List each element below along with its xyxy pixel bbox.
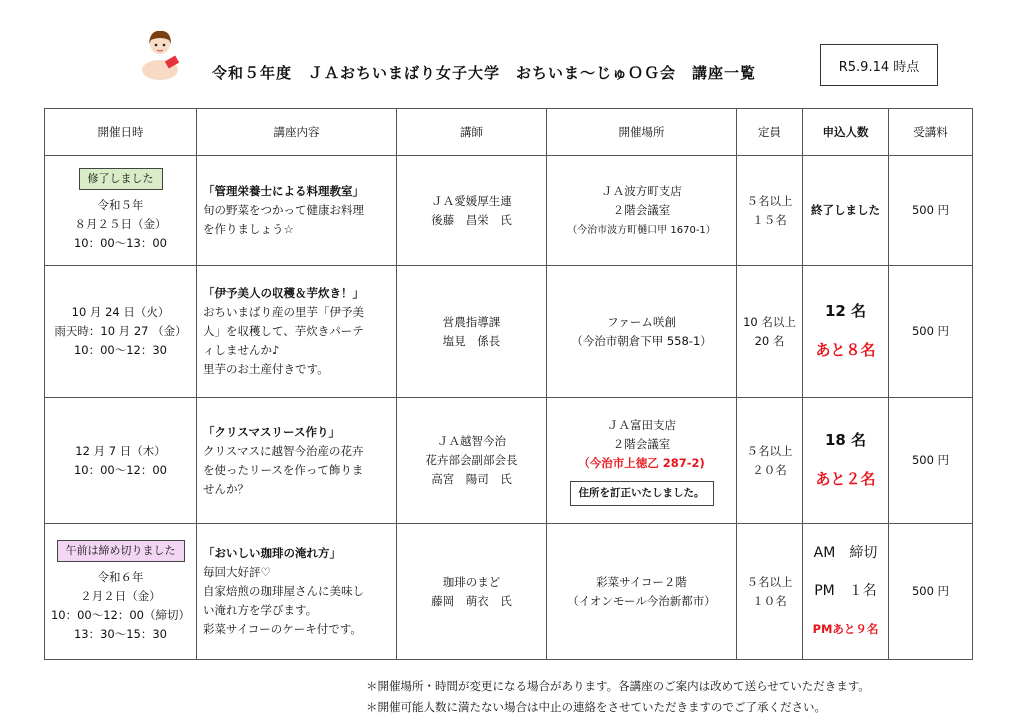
capacity-line: ５名以上 — [746, 443, 793, 458]
applicants-count: 18 名 — [824, 431, 867, 449]
time-line: 10：00～13：00 — [73, 236, 168, 250]
venue-line: ２階会議室 — [612, 436, 671, 451]
header-venue: 開催場所 — [547, 109, 737, 156]
lecturer-line: 後藤 昌栄 氏 — [431, 212, 512, 227]
course-title: 「伊予美人の収穫＆芋炊き！」 — [203, 286, 364, 300]
course-table — [44, 108, 973, 660]
date-line: 10 月 24 日（火） — [71, 305, 170, 319]
table-row — [45, 398, 973, 524]
lecturer-line: 藤岡 萌衣 氏 — [431, 593, 512, 608]
course-desc-line: 毎回大好評♡ — [203, 565, 271, 579]
time-line: 10：00～12：00（締切） — [50, 607, 191, 622]
woman-illustration — [138, 24, 184, 80]
course-content-cell — [197, 524, 397, 660]
table-row — [45, 266, 973, 398]
capacity-line: ５名以上 — [746, 574, 793, 589]
remaining-seats: あと８名 — [815, 341, 876, 359]
lecturer-line: 営農指導課 — [442, 314, 501, 329]
fee-cell: 500 円 — [889, 524, 973, 660]
capacity-line: １０名 — [752, 593, 787, 608]
venue-address: （今治市波方町樋口甲 1670-1） — [567, 224, 716, 236]
lecturer-line: 珈琲のまど — [442, 574, 501, 589]
capacity-line: １５名 — [752, 212, 787, 227]
venue-line: （今治市朝倉下甲 558-1） — [571, 333, 712, 348]
course-title: 「クリスマスリース作り」 — [203, 424, 340, 439]
lecturer-line: ＪＡ愛媛厚生連 — [431, 193, 512, 208]
header-fee: 受講料 — [889, 109, 973, 156]
course-title: 「管理栄養士による料理教室」 — [203, 184, 364, 198]
capacity-cell — [737, 398, 803, 524]
pm-remaining-seats: PMあと９名 — [812, 622, 879, 636]
venue-line: ファーム咲創 — [607, 314, 676, 329]
header-content: 講座内容 — [197, 109, 397, 156]
venue-line: ＪＡ波方町支店 — [601, 183, 682, 198]
as-of-date-box: R5.9.14 時点 — [820, 44, 938, 86]
fee-cell: 500 円 — [889, 266, 973, 398]
footnotes — [366, 676, 870, 718]
course-desc-line: を使ったリースを作って飾りま — [203, 462, 364, 477]
applicants-count: 12 名 — [824, 302, 867, 320]
venue-line: 彩菜サイコー２階 — [596, 574, 687, 589]
lecturer-line: ＪＡ越智今治 — [437, 434, 506, 448]
capacity-cell — [737, 266, 803, 398]
applicants-cell — [803, 266, 889, 398]
lecturer-cell — [397, 156, 547, 266]
capacity-line: ２０名 — [752, 462, 787, 477]
fee-cell: 500 円 — [889, 156, 973, 266]
address-correction-note: 住所を訂正いたしました。 — [570, 481, 714, 506]
date-cell — [45, 156, 197, 266]
corrected-address: （今治市上徳乙 287-2) — [578, 455, 705, 470]
header-date: 開催日時 — [45, 109, 197, 156]
table-row — [45, 524, 973, 660]
capacity-cell — [737, 156, 803, 266]
time-line: 13：30～15：30 — [73, 626, 168, 641]
applicants-cell — [803, 524, 889, 660]
course-content-cell — [197, 266, 397, 398]
course-desc-line: い淹れ方を学びます。 — [203, 603, 318, 617]
capacity-cell — [737, 524, 803, 660]
morning-closed-badge: 午前は締め切りました — [57, 540, 185, 562]
venue-cell — [547, 398, 737, 524]
course-desc-line: 旬の野菜をつかって健康お料理 — [203, 203, 364, 217]
date-cell — [45, 398, 197, 524]
course-content-cell — [197, 156, 397, 266]
course-desc-line: 彩菜サイコーのケーキ付です。 — [203, 622, 362, 636]
date-line: 令和６年 — [97, 569, 144, 584]
table-row — [45, 156, 973, 266]
lecturer-line: 高宮 陽司 氏 — [431, 472, 512, 486]
date-cell — [45, 524, 197, 660]
page-title: 令和５年度 ＪＡおちいまばり女子大学 おちいま～じゅＯＧ会 講座一覧 — [212, 64, 757, 82]
date-line: 令和５年 — [97, 198, 144, 212]
date-cell — [45, 266, 197, 398]
remaining-seats: あと２名 — [815, 470, 876, 488]
capacity-line: 10 名以上 — [743, 314, 796, 329]
course-desc-line: クリスマスに越智今治産の花卉 — [203, 443, 364, 458]
course-content-cell — [197, 398, 397, 524]
lecturer-cell — [397, 398, 547, 524]
applicants-cell — [803, 156, 889, 266]
venue-cell — [547, 156, 737, 266]
venue-line: ＪＡ富田支店 — [607, 417, 676, 432]
time-line: 10：00～12：30 — [73, 343, 168, 357]
footnote: ＊開催場所・時間が変更になる場合があります。各講座のご案内は改めて送らせていただきます。 — [366, 679, 870, 693]
lecturer-cell — [397, 524, 547, 660]
header-applicants: 申込人数 — [803, 109, 889, 156]
course-desc-line: 自家焙煎の珈琲屋さんに美味し — [203, 584, 364, 598]
header-capacity: 定員 — [737, 109, 803, 156]
date-line: 雨天時：10 月 27 （金） — [54, 324, 187, 338]
venue-line: （イオンモール今治新都市） — [567, 593, 716, 608]
venue-line: ２階会議室 — [612, 202, 671, 217]
capacity-line: ５名以上 — [746, 193, 793, 208]
header-row — [45, 109, 973, 156]
course-desc-line: 里芋のお土産付きです。 — [203, 362, 329, 376]
course-desc-line: 人」を収穫して、芋炊きパーテ — [203, 324, 364, 338]
footnote: ＊開催可能人数に満たない場合は中止の連絡をさせていただきますのでご了承ください。 — [366, 700, 826, 714]
lecturer-line: 塩見 係長 — [442, 333, 501, 348]
applicants-cell — [803, 398, 889, 524]
applicants-status: 終了しました — [811, 203, 880, 217]
venue-cell — [547, 266, 737, 398]
am-session-status: AM 締切 — [813, 545, 878, 561]
date-line: ２月２日（金） — [80, 588, 161, 603]
course-title: 「おいしい珈琲の淹れ方」 — [203, 546, 341, 560]
capacity-line: 20 名 — [754, 333, 785, 348]
venue-cell — [547, 524, 737, 660]
pm-session-count: PM １名 — [814, 583, 877, 599]
fee-cell: 500 円 — [889, 398, 973, 524]
date-line: 12 月 7 日（木） — [75, 443, 166, 458]
date-line: ８月２５日（金） — [74, 217, 167, 231]
header-lecturer: 講師 — [397, 109, 547, 156]
course-desc-line: おちいまばり産の里芋「伊予美 — [203, 305, 364, 319]
lecturer-cell — [397, 266, 547, 398]
course-desc-line: ィしませんか♪ — [203, 343, 280, 357]
completed-badge: 修了しました — [79, 168, 163, 190]
lecturer-line: 花卉部会副部会長 — [425, 453, 518, 467]
course-desc-line: を作りましょう☆ — [203, 222, 294, 236]
time-line: 10：00～12：00 — [73, 462, 168, 477]
course-desc-line: せんか？ — [203, 481, 249, 496]
